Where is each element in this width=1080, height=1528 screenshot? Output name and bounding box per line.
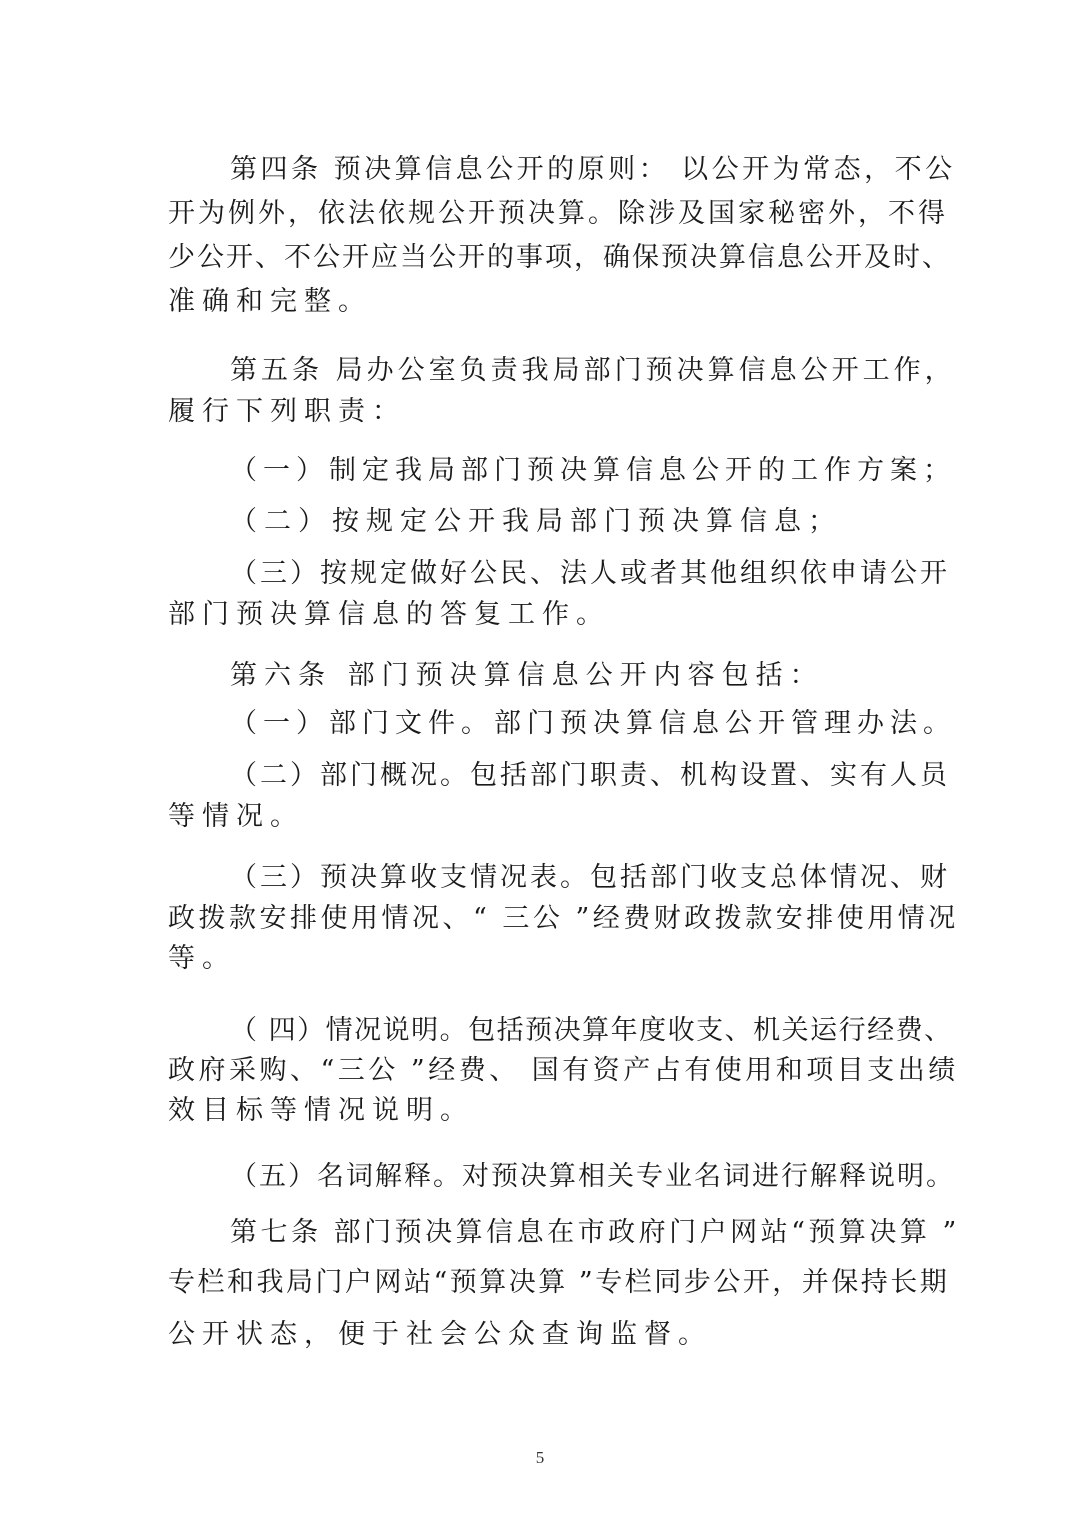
article-5-item-2-line-1: （二）按规定公开我局部门预决算信息； <box>230 506 842 537</box>
article-6-item-2-line-2: 等情况。 <box>168 801 304 832</box>
article-6-item-3-line-1: （三）预决算收支情况表。包括部门收支总体情况、财 <box>230 862 950 893</box>
article-7-line-1: 第七条 部门预决算信息在市政府门户网站“预算决算 ” <box>230 1217 960 1248</box>
article-5-line-2: 履行下列职责： <box>168 396 406 427</box>
article-4-line-1: 第四条 预决算信息公开的原则： 以公开为常态，不公 <box>230 154 956 185</box>
article-6-item-3-line-2: 政拨款安排使用情况、“ 三公 ”经费财政拨款安排使用情况 <box>168 903 959 934</box>
article-6-item-4-line-3: 效目标等情况说明。 <box>168 1095 474 1126</box>
article-4-line-4: 准确和完整。 <box>168 286 372 317</box>
article-6-item-5-line-1: （五）名词解释。对预决算相关专业名词进行解释说明。 <box>230 1161 955 1192</box>
article-6-item-3-line-3: 等。 <box>168 943 236 974</box>
article-6-item-4-line-1: （ 四）情况说明。包括预决算年度收支、机关运行经费、 <box>230 1015 953 1046</box>
article-5-line-1: 第五条 局办公室负责我局部门预决算信息公开工作， <box>230 355 956 386</box>
article-4-line-3: 少公开、不公开应当公开的事项，确保预决算信息公开及时、 <box>168 242 951 273</box>
article-6-item-4-line-2: 政府采购、“三公 ”经费、 国有资产占有使用和项目支出绩 <box>168 1055 959 1086</box>
article-7-line-2: 专栏和我局门户网站“预算决算 ”专栏同步公开，并保持长期 <box>168 1267 950 1298</box>
page-number: 5 <box>535 1448 545 1467</box>
article-6-item-1-line-1: （一）部门文件。部门预决算信息公开管理办法。 <box>230 708 956 739</box>
article-5-item-3-line-2: 部门预决算信息的答复工作。 <box>168 599 610 630</box>
article-7-line-3: 公开状态，便于社会公众查询监督。 <box>168 1319 712 1350</box>
article-4-line-2: 开为例外，依法依规公开预决算。除涉及国家秘密外，不得 <box>168 198 948 229</box>
article-6-line-1: 第六条 部门预决算信息公开内容包括： <box>230 660 824 691</box>
article-6-item-2-line-1: （二）部门概况。包括部门职责、机构设置、实有人员 <box>230 760 950 791</box>
article-5-item-1-line-1: （一）制定我局部门预决算信息公开的工作方案； <box>230 455 956 486</box>
article-5-item-3-line-1: （三）按规定做好公民、法人或者其他组织依申请公开 <box>230 558 950 589</box>
